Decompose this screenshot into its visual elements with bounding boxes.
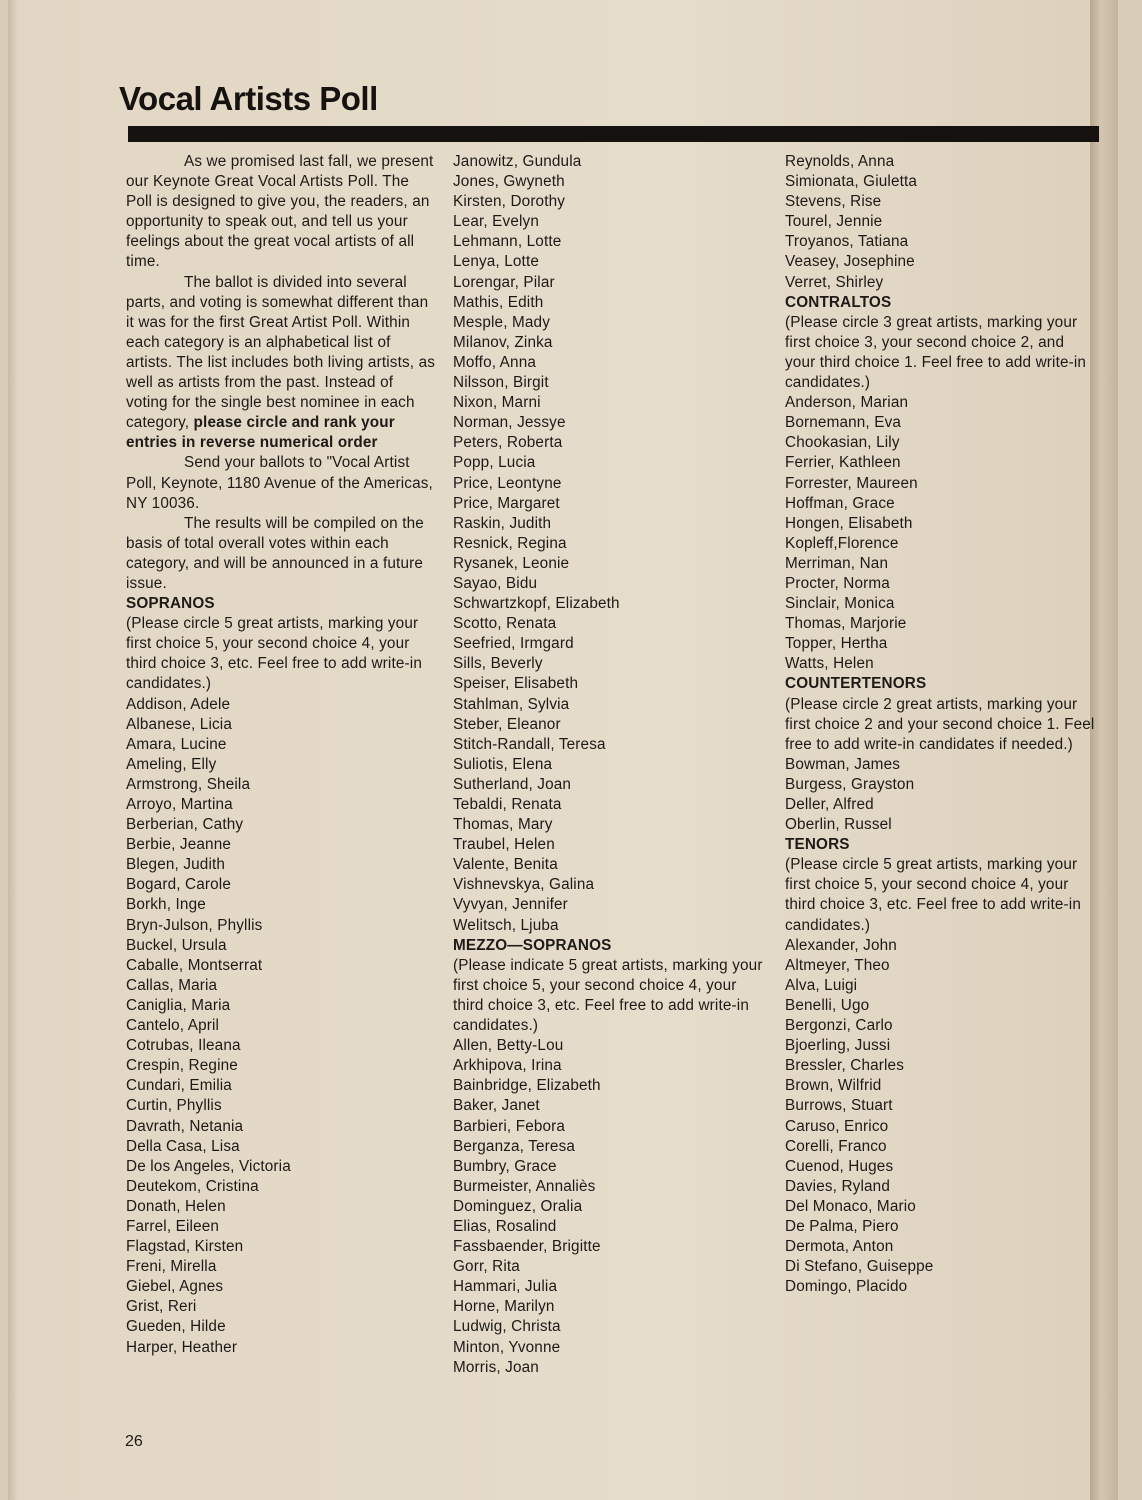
artist-name: Burrows, Stuart — [785, 1097, 893, 1115]
artist-name: Milanov, Zinka — [453, 333, 553, 351]
artist-name: Janowitz, Gundula — [453, 153, 582, 170]
artist-name: Sayao, Bidu — [453, 574, 538, 592]
artist-name: Hammari, Julia — [453, 1278, 558, 1296]
artist-name: Buckel, Ursula — [126, 936, 227, 954]
sopranos-list-col2 — [453, 152, 765, 936]
artist-name: Berbie, Jeanne — [126, 836, 232, 854]
section-heading-sopranos: SOPRANOS — [126, 595, 215, 613]
artist-name: De Palma, Piero — [785, 1217, 899, 1235]
artist-name: Stahlman, Sylvia — [453, 695, 570, 713]
artist-name: Giebel, Agnes — [126, 1278, 224, 1296]
artist-name: Cantelo, April — [126, 1017, 220, 1035]
artist-name: Bressler, Charles — [785, 1057, 905, 1075]
artist-name: Cuenod, Huges — [785, 1157, 894, 1175]
artist-name: Vyvyan, Jennifer — [453, 896, 568, 914]
artist-name: Barbieri, Febora — [453, 1117, 566, 1135]
artist-name: Arroyo, Martina — [126, 796, 233, 813]
artist-name: Addison, Adele — [126, 695, 231, 713]
contraltos-instructions: (Please circle 3 great artists, marking your first choice 3, your second choice 2, and your third choice 1. Feel free to add write-in candidates.) — [785, 313, 1087, 392]
artist-name: Reynolds, Anna — [785, 153, 895, 170]
tenors-instructions: (Please circle 5 great artists, marking your first choice 5, your second choice 4, your third choice 3, etc. Feel free to add write-in candidates.) — [785, 856, 1081, 934]
intro-paragraph-3: Send your ballots to "Vocal Artist Poll, Keynote, 1180 Avenue of the Americas, NY 10036. — [126, 454, 433, 512]
artist-name: Cotrubas, Ileana — [126, 1037, 241, 1055]
sopranos-list-col1 — [126, 695, 438, 1358]
artist-name: Oberlin, Russel — [785, 816, 892, 834]
artist-name: Bornemann, Eva — [785, 414, 902, 432]
section-heading-tenors: TENORS — [785, 836, 850, 854]
artist-name: Deller, Alfred — [785, 796, 874, 813]
artist-name: Lenya, Lotte — [453, 253, 540, 271]
artist-name: Scotto, Renata — [453, 615, 557, 633]
column-1 — [126, 152, 438, 1358]
artist-name: Sinclair, Monica — [785, 595, 895, 613]
artist-name: Della Casa, Lisa — [126, 1137, 240, 1155]
artist-name: Ludwig, Christa — [453, 1318, 561, 1336]
artist-name: Sutherland, Joan — [453, 775, 572, 793]
artist-name: Morris, Joan — [453, 1358, 539, 1376]
artist-name: Thomas, Mary — [453, 816, 553, 834]
artist-name: Peters, Roberta — [453, 434, 563, 452]
artist-name: Caballe, Montserrat — [126, 956, 263, 974]
artist-name: Benelli, Ugo — [785, 996, 870, 1014]
artist-name: Domingo, Placido — [785, 1278, 908, 1296]
sopranos-instructions: (Please circle 5 great artists, marking your first choice 5, your second choice 4, your third choice 3, etc. Feel free to add write-in candidates.) — [126, 615, 422, 693]
artist-name: Deutekom, Cristina — [126, 1177, 259, 1195]
artist-name: Tebaldi, Renata — [453, 796, 562, 813]
artist-name: Price, Margaret — [453, 494, 560, 512]
countertenors-instructions: (Please circle 2 great artists, marking your first choice 2 and your second choice 1. Feel free to add write-in candidates if needed.) — [785, 695, 1095, 753]
artist-name: Moffo, Anna — [453, 353, 537, 371]
artist-name: Schwartzkopf, Elizabeth — [453, 595, 620, 613]
artist-name: Corelli, Franco — [785, 1137, 887, 1155]
artist-name: Jones, Gwyneth — [453, 173, 565, 191]
artist-name: Simionata, Giuletta — [785, 173, 918, 191]
artist-name: Crespin, Regine — [126, 1057, 238, 1075]
artist-name: Raskin, Judith — [453, 514, 552, 532]
artist-name: Elias, Rosalind — [453, 1217, 557, 1235]
mezzo-sopranos-instructions: (Please indicate 5 great artists, marking your first choice 5, your second choice 4, your third choice 3, etc. Feel free to add write-in candidates.) — [453, 956, 763, 1035]
artist-name: Caruso, Enrico — [785, 1117, 889, 1135]
artist-name: Watts, Helen — [785, 655, 874, 673]
artist-name: Topper, Hertha — [785, 635, 888, 653]
artist-name: Curtin, Phyllis — [126, 1097, 222, 1115]
artist-name: Brown, Wilfrid — [785, 1077, 882, 1095]
section-heading-contraltos: CONTRALTOS — [785, 293, 892, 311]
artist-name: Alva, Luigi — [785, 976, 858, 994]
intro-paragraph-2 — [126, 273, 438, 454]
artist-name: Mesple, Mady — [453, 313, 551, 331]
artist-name: Resnick, Regina — [453, 534, 567, 552]
artist-name: Allen, Betty-Lou — [453, 1037, 564, 1055]
artist-name: Procter, Norma — [785, 574, 890, 592]
artist-name: Arkhipova, Irina — [453, 1057, 562, 1075]
artist-name: Traubel, Helen — [453, 836, 555, 854]
artist-name: Burgess, Grayston — [785, 775, 915, 793]
artist-name: Harper, Heather — [126, 1338, 238, 1356]
artist-name: Altmeyer, Theo — [785, 956, 890, 974]
artist-name: Burmeister, Annaliès — [453, 1177, 596, 1195]
artist-name: Kopleff,Florence — [785, 534, 899, 552]
artist-name: Troyanos, Tatiana — [785, 233, 909, 251]
artist-name: Chookasian, Lily — [785, 434, 900, 452]
page-number: 26 — [125, 1433, 143, 1450]
artist-name: Thomas, Marjorie — [785, 615, 907, 633]
artist-name: Minton, Yvonne — [453, 1338, 561, 1356]
artist-name: Bainbridge, Elizabeth — [453, 1077, 601, 1095]
title-rule — [128, 126, 1099, 142]
intro-paragraph-4: The results will be compiled on the basis of total overall votes within each category, and will be announced in a future issue. — [126, 514, 424, 592]
artist-name: Armstrong, Sheila — [126, 775, 251, 793]
artist-name: Fassbaender, Brigitte — [453, 1238, 601, 1256]
artist-name: Flagstad, Kirsten — [126, 1238, 244, 1256]
artist-name: Speiser, Elisabeth — [453, 675, 579, 693]
artist-name: Farrel, Eileen — [126, 1217, 220, 1235]
artist-name: Bryn-Julson, Phyllis — [126, 916, 263, 934]
artist-name: Lehmann, Lotte — [453, 233, 562, 251]
artist-name: Davies, Ryland — [785, 1177, 890, 1195]
artist-name: Gueden, Hilde — [126, 1318, 226, 1336]
artist-name: Hongen, Elisabeth — [785, 514, 913, 532]
artist-name: Ferrier, Kathleen — [785, 454, 901, 472]
artist-name: Nixon, Marni — [453, 394, 541, 412]
artist-name: Suliotis, Elena — [453, 755, 553, 773]
tenors-list — [785, 936, 1095, 1298]
artist-name: Merriman, Nan — [785, 554, 889, 572]
artist-name: Rysanek, Leonie — [453, 554, 570, 572]
artist-name: Seefried, Irmgard — [453, 635, 574, 653]
artist-name: Price, Leontyne — [453, 474, 562, 492]
artist-name: Bergonzi, Carlo — [785, 1017, 893, 1035]
countertenors-list — [785, 755, 1095, 835]
page-title: Vocal Artists Poll — [119, 80, 378, 117]
artist-name: Davrath, Netania — [126, 1117, 244, 1135]
artist-name: Del Monaco, Mario — [785, 1197, 916, 1215]
artist-name: Bumbry, Grace — [453, 1157, 557, 1175]
artist-name: Borkh, Inge — [126, 896, 206, 914]
artist-name: Amara, Lucine — [126, 735, 227, 753]
artist-name: Anderson, Marian — [785, 394, 909, 412]
artist-name: Veasey, Josephine — [785, 253, 915, 271]
artist-name: Horne, Marilyn — [453, 1298, 555, 1316]
contraltos-list — [785, 393, 1095, 674]
artist-name: Bjoerling, Jussi — [785, 1037, 891, 1055]
artist-name: Stitch-Randall, Teresa — [453, 735, 606, 753]
artist-name: Callas, Maria — [126, 976, 218, 994]
artist-name: Sills, Beverly — [453, 655, 543, 673]
artist-name: Valente, Benita — [453, 856, 558, 874]
artist-name: Dominguez, Oralia — [453, 1197, 583, 1215]
artist-name: De los Angeles, Victoria — [126, 1157, 291, 1175]
artist-name: Mathis, Edith — [453, 293, 544, 311]
artist-name: Nilsson, Birgit — [453, 374, 549, 392]
intro-paragraph-2-emphasis: please circle and rank your entries in reverse numerical order — [126, 414, 395, 452]
artist-name: Berberian, Cathy — [126, 816, 244, 834]
artist-name: Donath, Helen — [126, 1197, 226, 1215]
artist-name: Blegen, Judith — [126, 856, 226, 874]
artist-name: Popp, Lucia — [453, 454, 536, 472]
intro-paragraph-1: As we promised last fall, we present our Keynote Great Vocal Artists Poll. The Poll is designed to give you, the readers, an opportunity to speak out, and tell us your feelings about the great vocal artists of all time. — [126, 153, 434, 271]
artist-name: Bogard, Carole — [126, 876, 231, 894]
artist-name: Alexander, John — [785, 936, 897, 954]
artist-name: Freni, Mirella — [126, 1258, 217, 1276]
artist-name: Stevens, Rise — [785, 193, 882, 211]
artist-name: Tourel, Jennie — [785, 213, 883, 231]
artist-name: Cundari, Emilia — [126, 1077, 232, 1095]
artist-name: Welitsch, Ljuba — [453, 916, 559, 934]
artist-name: Hoffman, Grace — [785, 494, 895, 512]
column-3 — [785, 152, 1095, 1297]
column-2 — [453, 152, 765, 1378]
mezzo-sopranos-list-col2 — [453, 1036, 765, 1378]
artist-name: Berganza, Teresa — [453, 1137, 576, 1155]
intro-paragraph-2-text: The ballot is divided into several parts, and voting is somewhat different than it was for the first Great Artist Poll. Within each category is an alphabetical list of artists. The list includes both living artists, as well as artists from the past. Instead of voting for the single best nominee in each category, — [126, 273, 436, 432]
artist-name: Gorr, Rita — [453, 1258, 520, 1276]
mezzo-sopranos-list-col3 — [785, 152, 1095, 293]
artist-name: Bowman, James — [785, 755, 901, 773]
artist-name: Verret, Shirley — [785, 273, 884, 291]
artist-name: Steber, Eleanor — [453, 715, 561, 733]
artist-name: Forrester, Maureen — [785, 474, 918, 492]
artist-name: Vishnevskya, Galina — [453, 876, 595, 894]
artist-name: Di Stefano, Guiseppe — [785, 1258, 934, 1276]
artist-name: Dermota, Anton — [785, 1238, 894, 1256]
artist-name: Ameling, Elly — [126, 755, 217, 773]
artist-name: Lear, Evelyn — [453, 213, 539, 231]
artist-name: Caniglia, Maria — [126, 996, 231, 1014]
artist-name: Grist, Reri — [126, 1298, 197, 1316]
artist-name: Norman, Jessye — [453, 414, 566, 432]
artist-name: Lorengar, Pilar — [453, 273, 555, 291]
artist-name: Albanese, Licia — [126, 715, 232, 733]
section-heading-mezzo-sopranos: MEZZO—SOPRANOS — [453, 936, 612, 954]
section-heading-countertenors: COUNTERTENORS — [785, 675, 927, 693]
artist-name: Kirsten, Dorothy — [453, 193, 566, 211]
artist-name: Baker, Janet — [453, 1097, 540, 1115]
